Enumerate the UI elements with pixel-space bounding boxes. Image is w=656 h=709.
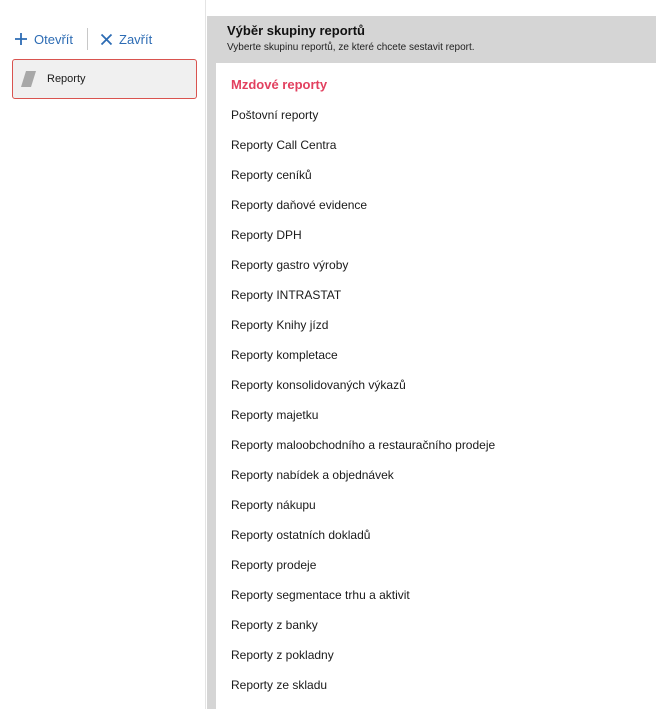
plus-icon [14, 32, 28, 46]
close-button[interactable] [100, 27, 152, 51]
report-group-item[interactable]: Reporty prodeje [231, 558, 317, 572]
report-group-list [231, 70, 495, 700]
panel-title: Výběr skupiny reportů [227, 23, 365, 38]
report-group-item[interactable]: Reporty daňové evidence [231, 198, 368, 212]
report-group-frame [207, 16, 656, 709]
toolbar [14, 26, 152, 52]
report-group-item[interactable]: Reporty maloobchodního a restauračního prodeje [231, 438, 496, 452]
report-group-label: Reporty [47, 73, 86, 85]
close-button-label: Zavřít [119, 31, 153, 47]
report-group-item[interactable]: Reporty z banky [231, 618, 318, 632]
report-group-card[interactable] [12, 59, 197, 99]
toolbar-divider [87, 28, 88, 50]
open-button-label: Otevřít [34, 31, 74, 47]
close-icon [100, 33, 113, 46]
report-group-item[interactable]: Reporty z pokladny [231, 648, 334, 662]
report-group-item[interactable]: Reporty majetku [231, 408, 319, 422]
report-group-item[interactable]: Reporty nabídek a objednávek [231, 468, 394, 482]
left-pane [0, 0, 206, 709]
report-group-item[interactable]: Reporty ze skladu [231, 678, 328, 692]
report-group-item[interactable]: Reporty ceníků [231, 168, 312, 182]
report-group-item[interactable]: Reporty nákupu [231, 498, 316, 512]
panel-header [227, 23, 475, 54]
report-group-item-selected[interactable]: Mzdové reporty [231, 77, 328, 92]
report-group-item[interactable]: Reporty DPH [231, 228, 302, 242]
report-tag-icon [19, 69, 39, 89]
open-button[interactable] [14, 27, 73, 51]
report-group-item[interactable]: Reporty ostatních dokladů [231, 528, 371, 542]
report-group-item[interactable]: Reporty gastro výroby [231, 258, 349, 272]
report-group-item[interactable]: Reporty Call Centra [231, 138, 337, 152]
report-group-item[interactable]: Poštovní reporty [231, 108, 319, 122]
report-group-list-panel [216, 63, 656, 709]
report-group-item[interactable]: Reporty konsolidovaných výkazů [231, 378, 406, 392]
panel-subtitle: Vyberte skupinu reportů, ze které chcete sestavit report. [227, 42, 475, 53]
report-group-item[interactable]: Reporty INTRASTAT [231, 288, 342, 302]
report-group-item[interactable]: Reporty segmentace trhu a aktivit [231, 588, 410, 602]
report-group-item[interactable]: Reporty kompletace [231, 348, 338, 362]
report-group-item[interactable]: Reporty Knihy jízd [231, 318, 329, 332]
